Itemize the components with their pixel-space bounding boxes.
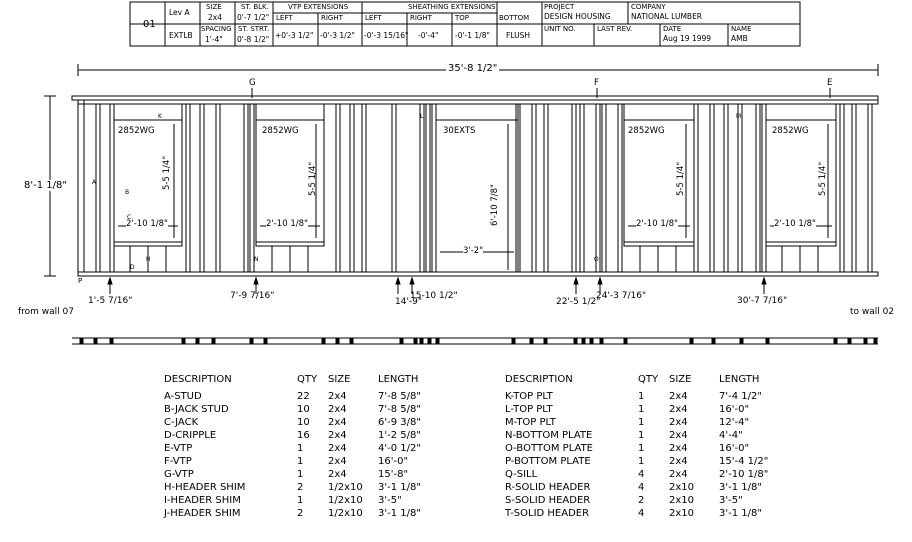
opening-1-height: 5-5 1/4" [162,155,172,190]
plan-stud-mark [250,338,253,344]
material-description: B-JACK STUD [164,404,229,415]
part-letter-d: D [130,264,135,271]
material-size: 2x10 [669,482,695,493]
marker-g: G [249,78,256,88]
material-qty: 2 [638,495,645,506]
part-letter-n: N [254,256,259,263]
date-label: DATE [663,25,682,33]
material-qty: 2 [297,508,304,519]
material-size: 2x4 [669,430,688,441]
col-description-header: DESCRIPTION [505,374,573,385]
material-length: 3'-1 1/8" [378,482,421,493]
material-description: D-CRIPPLE [164,430,217,441]
material-qty: 1 [297,495,304,506]
marker-e: E [827,78,833,88]
material-qty: 1 [638,417,645,428]
material-length: 16'-0" [378,456,409,467]
header [256,104,324,120]
material-qty: 1 [297,456,304,467]
material-description: F-VTP [164,456,192,467]
spacing-value: 1'-4" [205,35,223,44]
sheathing-left-value: -0'-3 15/16" [364,31,409,40]
plan-stud-mark [874,338,877,344]
material-length: 16'-0" [719,404,750,415]
vtp-left-value: +0'-3 1/2" [275,31,314,40]
plan-stud-mark [690,338,693,344]
header [114,104,182,120]
wall-id: 01 [143,19,156,30]
material-description: Q-SILL [505,469,538,480]
material-size: 1/2x10 [328,495,363,506]
plan-stud-mark [94,338,97,344]
material-size: 2x4 [669,443,688,454]
col-length-header: LENGTH [378,374,419,385]
position-arrow-head [396,278,400,284]
opening-2-height: 5-5 1/4" [308,161,318,196]
level-label: Lev A [169,8,190,17]
material-length: 2'-10 1/8" [719,469,769,480]
material-length: 15'-4 1/2" [719,456,769,467]
name-label: NAME [731,25,752,33]
material-length: 7'-8 5/8" [378,404,421,415]
extra-position-2: 22'-5 1/2" [556,297,601,307]
overall-width-dimension: 35'-8 1/2" [448,63,498,74]
material-size: 2x4 [328,443,347,454]
position-arrow-head [410,278,414,284]
vtp-right-value: -0'-3 1/2" [320,31,355,40]
plan-stud-mark [712,338,715,344]
spacing-label: SPACING [201,25,232,33]
material-description: T-SOLID HEADER [505,508,590,519]
vtp-right-label: RIGHT [321,14,343,22]
col-description-header: DESCRIPTION [164,374,232,385]
material-size: 2x10 [669,508,695,519]
plan-stud-mark [322,338,325,344]
opening-3-width: 3'-2" [463,246,484,256]
col-size-header: SIZE [328,374,351,385]
part-letter-c: C [127,214,132,221]
plan-stud-mark [512,338,515,344]
position-arrow-head [254,278,258,284]
plan-stud-mark [414,338,417,344]
extra-position-1: 14'-9" [395,297,423,307]
plan-view-strip [72,338,878,344]
material-size: 2x4 [328,417,347,428]
material-description: O-BOTTOM PLATE [505,443,593,454]
opening-2-width: 2'-10 1/8" [266,219,308,229]
opening-3-position: 15-10 1/2" [410,291,458,301]
project-value: DESIGN HOUSING [544,12,611,21]
material-qty: 1 [638,456,645,467]
plan-stud-mark [196,338,199,344]
plan-stud-mark [264,338,267,344]
sheathing-bottom-label: BOTTOM [499,14,530,22]
material-qty: 1 [638,404,645,415]
sheathing-right-value: -0'-4" [418,31,439,40]
material-description: C-JACK [164,417,199,428]
plan-stud-mark [212,338,215,344]
opening-4-code: 2852WG [628,126,665,136]
plan-stud-mark [182,338,185,344]
company-value: NATIONAL LUMBER [631,12,703,21]
material-length: 7'-4 1/2" [719,391,762,402]
from-wall-label: from wall 07 [18,307,74,317]
material-length: 15'-8" [378,469,409,480]
plan-stud-mark [574,338,577,344]
part-letter-b: B [125,189,130,196]
plan-stud-mark [530,338,533,344]
plan-stud-mark [600,338,603,344]
plan-stud-mark [428,338,431,344]
plan-stud-mark [336,338,339,344]
plan-stud-mark [864,338,867,344]
opening-5-height: 5-5 1/4" [818,161,828,196]
position-arrow-head [574,278,578,284]
to-wall-label: to wall 02 [850,307,895,317]
material-description: N-BOTTOM PLATE [505,430,593,441]
material-qty: 10 [297,404,310,415]
material-size: 1/2x10 [328,482,363,493]
opening-2-position: 7'-9 7/16" [230,291,275,301]
material-size: 2x4 [328,430,347,441]
material-description: R-SOLID HEADER [505,482,591,493]
plan-stud-mark [420,338,423,344]
st-blk-value: 0'-7 1/2" [237,13,270,22]
opening-2-code: 2852WG [262,126,299,136]
plan-stud-mark [400,338,403,344]
project-label: PROJECT [544,3,575,11]
plan-stud-mark [834,338,837,344]
material-length: 3'-5" [719,495,743,506]
material-length: 4'-0 1/2" [378,443,421,454]
material-size: 2x4 [669,391,688,402]
material-description: S-SOLID HEADER [505,495,591,506]
material-description: E-VTP [164,443,193,454]
plan-stud-mark [80,338,83,344]
opening-4-position: 24'-3 7/16" [596,291,647,301]
material-size: 2x4 [669,417,688,428]
size-label: SIZE [206,3,222,11]
part-letter-p: P [78,277,83,285]
material-qty: 10 [297,417,310,428]
sheathing-bottom-value: FLUSH [506,31,531,40]
material-length: 6'-9 3/8" [378,417,421,428]
plan-stud-mark [740,338,743,344]
opening-3-code: 30EXTS [443,126,476,136]
col-length-header: LENGTH [719,374,760,385]
position-arrow-head [598,278,602,284]
material-size: 2x4 [669,469,688,480]
opening-5-width: 2'-10 1/8" [774,219,816,229]
material-qty: 1 [638,430,645,441]
material-size: 2x4 [669,456,688,467]
stud-group [96,104,872,272]
opening-1-position: 1'-5 7/16" [88,296,133,306]
material-length: 3'-5" [378,495,402,506]
opening-1-code: 2852WG [118,126,155,136]
material-qty: 1 [638,443,645,454]
plan-stud-mark [766,338,769,344]
sheathing-right-label: RIGHT [410,14,432,22]
material-size: 2x4 [328,469,347,480]
col-qty-header: QTY [638,374,659,385]
sheathing-top-value: -0'-1 1/8" [455,31,490,40]
door-header [436,104,518,120]
material-qty: 22 [297,391,310,402]
st-strt-value: 0'-8 1/2" [237,35,270,44]
material-size: 2x10 [669,495,695,506]
plan-stud-mark [350,338,353,344]
date-value: Aug 19 1999 [663,34,712,43]
material-length: 16'-0" [719,443,750,454]
material-description: M-TOP PLT [505,417,556,428]
part-letter-a: A [92,179,97,186]
plan-stud-mark [582,338,585,344]
material-size: 2x4 [328,404,347,415]
material-description: I-HEADER SHIM [164,495,241,506]
material-qty: 4 [638,508,645,519]
material-length: 3'-1 1/8" [719,482,762,493]
material-list-left [164,374,464,530]
part-letter-k: K [158,113,162,120]
material-list-right [505,374,805,530]
col-qty-header: QTY [297,374,318,385]
opening-3-height: 6'-10 7/8" [490,184,500,226]
header [766,104,836,120]
st-strt-label: ST. STRT. [238,25,270,33]
marker-f: F [594,78,599,88]
plan-stud-mark [848,338,851,344]
header [624,104,694,120]
material-qty: 1 [638,391,645,402]
material-length: 3'-1 1/8" [378,508,421,519]
material-qty: 4 [638,482,645,493]
material-qty: 4 [638,469,645,480]
size-value: 2x4 [208,13,222,22]
opening-4-width: 2'-10 1/8" [636,219,678,229]
position-arrow-head [108,278,112,284]
material-description: G-VTP [164,469,194,480]
opening-1-width: 2'-10 1/8" [126,219,168,229]
opening-5-position: 30'-7 7/16" [737,296,788,306]
vtp-extensions-label: VTP EXTENSIONS [288,3,349,11]
material-description: J-HEADER SHIM [164,508,241,519]
material-qty: 2 [297,482,304,493]
material-description: K-TOP PLT [505,391,553,402]
material-description: H-HEADER SHIM [164,482,246,493]
overall-height-dimension: 8'-1 1/8" [24,180,67,191]
plan-stud-mark [544,338,547,344]
material-qty: 1 [297,469,304,480]
sheathing-left-label: LEFT [365,14,382,22]
material-qty: 1 [297,443,304,454]
company-label: COMPANY [631,3,666,11]
material-length: 1'-2 5/8" [378,430,421,441]
part-letter-h: H [146,256,151,263]
plan-stud-mark [436,338,439,344]
sheathing-extensions-label: SHEATHING EXTENSIONS [408,3,496,11]
material-qty: 16 [297,430,310,441]
material-size: 2x4 [669,404,688,415]
st-blk-label: ST. BLK. [241,3,269,11]
plan-stud-mark [590,338,593,344]
material-length: 12'-4" [719,417,750,428]
sheathing-top-label: TOP [455,14,470,22]
plan-stud-mark [624,338,627,344]
material-length: 4'-4" [719,430,743,441]
plan-stud-mark [110,338,113,344]
vtp-left-label: LEFT [276,14,293,22]
material-size: 1/2x10 [328,508,363,519]
material-length: 7'-8 5/8" [378,391,421,402]
material-description: L-TOP PLT [505,404,553,415]
part-letter-o: O [594,256,599,263]
material-size: 2x4 [328,456,347,467]
material-size: 2x4 [328,391,347,402]
material-description: P-BOTTOM PLATE [505,456,591,467]
unit-no-label: UNIT NO. [544,25,576,33]
opening-4-height: 5-5 1/4" [676,161,686,196]
wall-type-code: EXTLB [169,31,193,40]
col-size-header: SIZE [669,374,692,385]
material-description: A-STUD [164,391,202,402]
name-value: AMB [731,34,748,43]
material-length: 3'-1 1/8" [719,508,762,519]
position-arrow-head [762,278,766,284]
part-letter-m: M [736,113,742,120]
part-letter-l: L [420,113,424,120]
last-rev-label: LAST REV. [597,25,633,33]
opening-5-code: 2852WG [772,126,809,136]
